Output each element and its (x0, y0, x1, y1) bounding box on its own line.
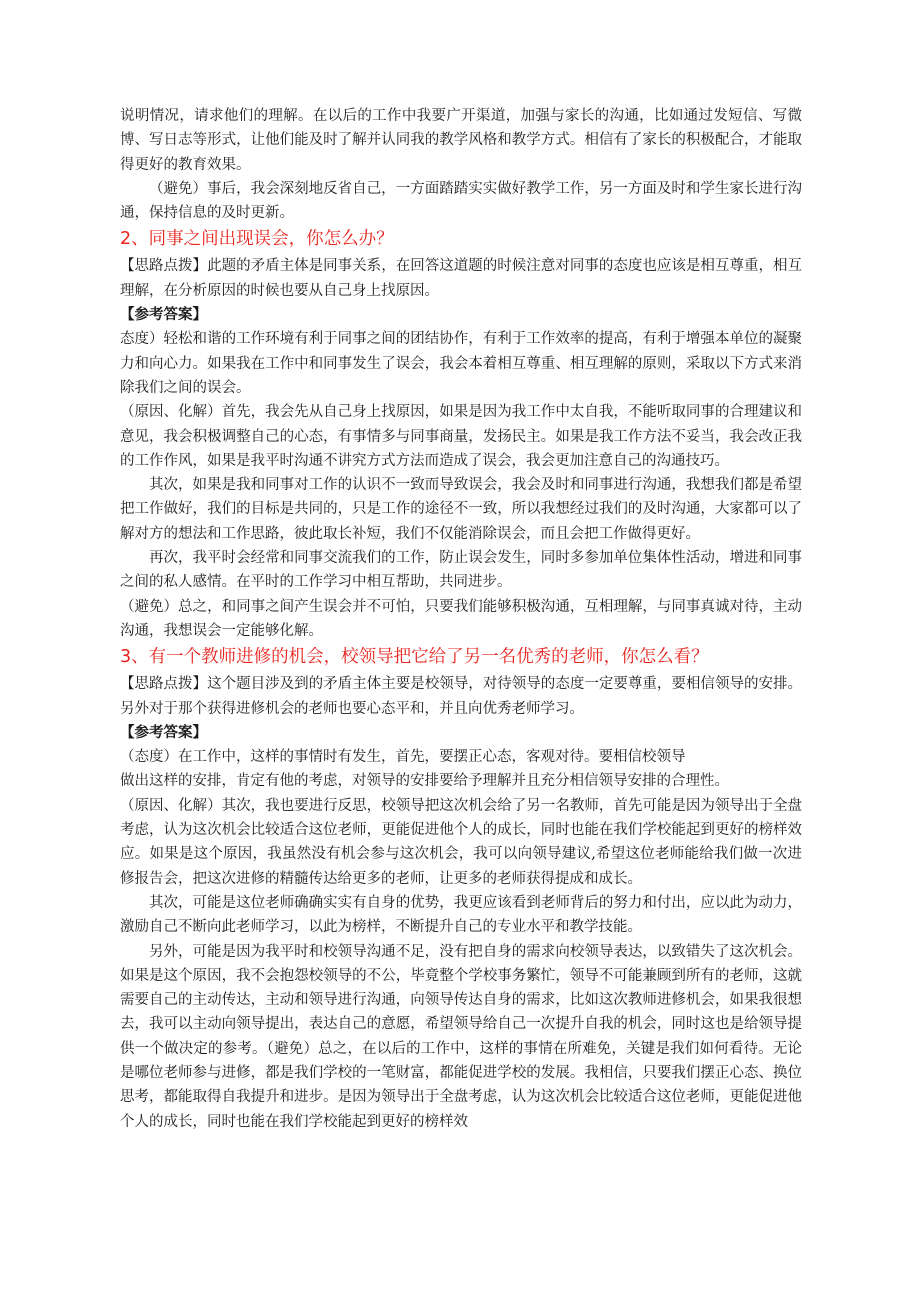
paragraph: 其次，如果是我和同事对工作的认识不一致而导致误会，我会及时和同事进行沟通，我想我们都是希望把工作做好，我们的目标是共同的，只是工作的途径不一致，所以我想经过我们的及时沟通，大家都可以了解对方的想法和工作思路，彼此取长补短，我们不仅能消除误会，而且会把工作做得更好。 (120, 477, 802, 542)
paragraph: （避免）总之，和同事之间产生误会并不可怕，只要我们能够积极沟通，互相理解，与同事真诚对待，主动沟通，我想误会一定能够化解。 (120, 598, 802, 639)
section-heading-2: 2、同事之间出现误会，你怎么办？ (120, 229, 394, 250)
paragraph: （态度）在工作中，这样的事情时有发生，首先，要摆正心态，客观对待。要相信校领导 (120, 749, 686, 766)
document-page (120, 104, 802, 1134)
paragraph: （原因、化解）其次，我也要进行反思，校领导把这次机会给了另一名教师，首先可能是因为领导出于全盘考虑，认为这次机会比较适合这位老师，更能促进他个人的成长，同时也能在我们学校能起到更好的榜样效应。如果是这个原因，我虽然没有机会参与这次机会，我可以向领导建议,希望这位老师能给我们做一次进修报告会，把这次进修的精髓传达给更多的老师，让更多的老师获得提成和成长。 (120, 797, 802, 887)
paragraph: 态度）轻松和谐的工作环境有利于同事之间的团结协作，有利于工作效率的提高，有利于增强本单位的凝聚力和向心力。如果我在工作中和同事发生了误会，我会本着相互尊重、相互理解的原则，采取以下方式来消除我们之间的误会。 (120, 331, 802, 396)
paragraph: 其次，可能是这位老师确确实实有自身的优势，我更应该看到老师背后的努力和付出，应以此为动力，激励自己不断向此老师学习，以此为榜样，不断提升自己的专业水平和教学技能。 (120, 894, 802, 936)
answer-label: 【参考答案】 (120, 723, 207, 741)
paragraph: 做出这样的安排，肯定有他的考虑，对领导的安排要给予理解并且充分相信领导安排的合理性。 (120, 773, 729, 790)
paragraph: （原因、化解）首先，我会先从自己身上找原因，如果是因为我工作中太自我，不能听取同事的合理建议和意见，我会积极调整自己的心态，有事情多与同事商量，发扬民主。如果是我工作方法不妥当，我会改正我的工作作风，如果是我平时沟通不讲究方式方法而造成了误会，我会更加注意自己的沟通技巧。 (120, 404, 802, 469)
hint-paragraph: 【思路点拨】此题的矛盾主体是同事关系，在回答这道题的时候注意对同事的态度也应该是相互尊重，相互理解，在分析原因的时候也要从自己身上找原因。 (120, 258, 802, 299)
answer-label: 【参考答案】 (120, 306, 207, 324)
paragraph: 另外，可能是因为我平时和校领导沟通不足，没有把自身的需求向校领导表达，以致错失了这次机会。如果是这个原因，我不会抱怨校领导的不公，毕竟整个学校事务繁忙，领导不可能兼顾到所有的老师，这就需要自己的主动传达，主动和领导进行沟通，向领导传达自身的需求，比如这次教师进修机会，如果我很想去，我可以主动向领导提出，表达自己的意愿，希望领导给自己一次提升自我的机会，同时这也是给领导提供一个做决定的参考。（避免）总之，在以后的工作中，这样的事情在所难免，关键是我们如何看待。无论是哪位老师参与进修，都是我们学校的一笔财富，都能促进学校的发展。我相信，只要我们摆正心态、换位思考，都能取得自我提升和进步。是因为领导出于全盘考虑，认为这次机会比较适合这位老师，更能促进他个人的成长，同时也能在我们学校能起到更好的榜样效 (120, 943, 802, 1130)
paragraph: （避免）事后，我会深刻地反省自己，一方面踏踏实实做好教学工作，另一方面及时和学生家长进行沟通，保持信息的及时更新。 (120, 180, 802, 222)
paragraph: 说明情况，请求他们的理解。在以后的工作中我要广开渠道，加强与家长的沟通，比如通过发短信、写微博、写日志等形式，让他们能及时了解并认同我的教学风格和教学方式。相信有了家长的积极配合，才能取得更好的教育效果。 (120, 108, 802, 173)
paragraph: 再次，我平时会经常和同事交流我们的工作，防止误会发生，同时多参加单位集体性活动，增进和同事之间的私人感情。在平时的工作学习中相互帮助，共同进步。 (120, 550, 802, 591)
hint-paragraph: 【思路点拨】这个题目涉及到的矛盾主体主要是校领导，对待领导的态度一定要尊重，要相信领导的安排。另外对于那个获得进修机会的老师也要心态平和，并且向优秀老师学习。 (120, 676, 802, 717)
section-heading-3: 3、有一个教师进修的机会，校领导把它给了另一名优秀的老师，你怎么看？ (120, 647, 709, 668)
